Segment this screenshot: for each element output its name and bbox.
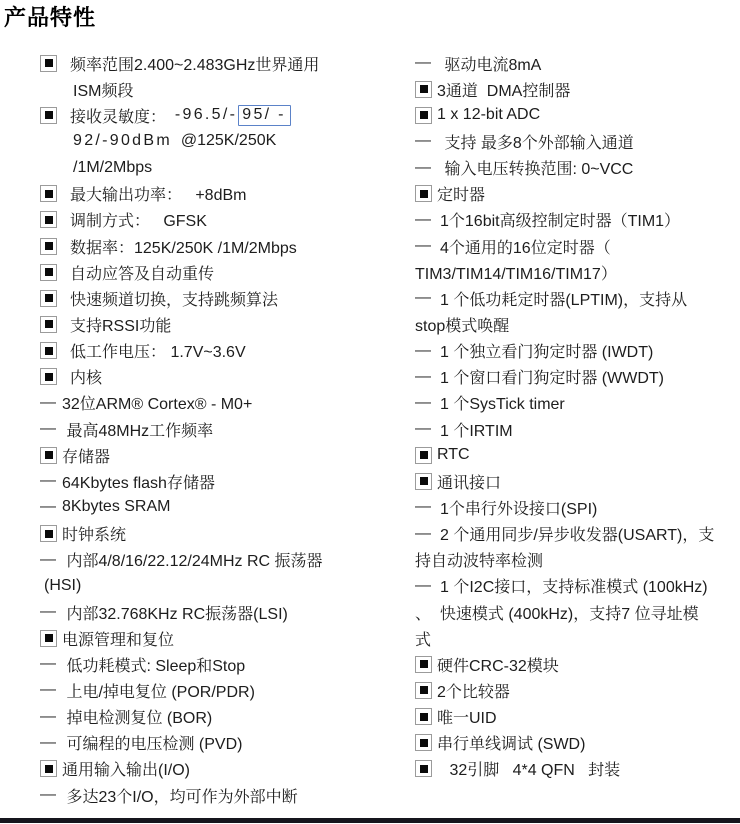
feature-line: [40, 704, 380, 730]
feature-text: ISM频段: [73, 82, 134, 100]
dash-icon: —: [415, 341, 431, 359]
feature-text: 通讯接口: [437, 474, 502, 492]
bullet-square-fill: [45, 294, 53, 302]
feature-line: [40, 259, 380, 285]
bullet-square-fill: [420, 85, 428, 93]
bullet-square-icon: [40, 264, 57, 281]
bullet-square-icon: [40, 238, 57, 255]
feature-line: [415, 390, 740, 416]
feature-line: [415, 521, 740, 547]
feature-line: [415, 285, 740, 311]
dash-icon: —: [40, 681, 56, 699]
bullet-square-fill: [45, 216, 53, 224]
bullet-square-icon: [415, 760, 432, 777]
feature-text: 1 x 12-bit ADC: [437, 106, 541, 124]
feature-text: RTC: [437, 446, 470, 464]
bullet-square-fill: [45, 765, 53, 773]
feature-text: 最大输出功率： +8dBm: [70, 187, 247, 205]
column-right: [415, 50, 740, 782]
feature-text: 最高48MHz工作频率: [62, 422, 214, 440]
feature-line: [415, 181, 740, 207]
dash-icon: —: [415, 289, 431, 307]
bullet-square-icon: [415, 734, 432, 751]
bullet-square-icon: [40, 342, 57, 359]
feature-line: [40, 155, 380, 181]
bullet-square-icon: [415, 682, 432, 699]
feature-line: [40, 311, 380, 337]
feature-line: [40, 181, 380, 207]
bullet-square-icon: [40, 290, 57, 307]
bullet-square-icon: [40, 185, 57, 202]
feature-line: [40, 782, 380, 808]
dash-icon: —: [40, 733, 56, 751]
feature-text: 定时器: [437, 187, 486, 205]
bullet-square-icon: [40, 55, 57, 72]
bullet-square-icon: [40, 447, 57, 464]
feature-text: 式: [415, 631, 432, 649]
feature-text: 1个串行外设接口(SPI): [440, 500, 598, 518]
feature-line: [40, 547, 380, 573]
bullet-square-fill: [420, 765, 428, 773]
bullet-square-icon: [40, 316, 57, 333]
dash-icon: —: [415, 54, 431, 72]
feature-text: (HSI): [44, 576, 82, 594]
bullet-square-fill: [45, 242, 53, 250]
feature-text: 2个比较器: [437, 683, 510, 701]
feature-line: [40, 599, 380, 625]
feature-line: [40, 128, 380, 154]
feature-line: [415, 704, 740, 730]
bullet-square-icon: [415, 447, 432, 464]
feature-line: [40, 625, 380, 651]
feature-text: 数据率：125K/250K /1M/2Mbps: [70, 239, 297, 257]
feature-line: [40, 364, 380, 390]
bullet-square-fill: [420, 713, 428, 721]
feature-text: stop模式唤醒: [415, 317, 510, 335]
dash-icon: —: [415, 237, 431, 255]
dash-icon: —: [415, 420, 431, 438]
feature-line: [40, 573, 380, 599]
feature-line: [415, 50, 740, 76]
bullet-square-icon: [415, 81, 432, 98]
feature-text: 4个通用的16位定时器（: [440, 239, 611, 257]
feature-text: /1M/2Mbps: [73, 158, 153, 176]
feature-line: [415, 416, 740, 442]
feature-line: [40, 233, 380, 259]
bullet-square-icon: [415, 708, 432, 725]
bullet-square-fill: [45, 451, 53, 459]
feature-line: [415, 599, 740, 625]
bullet-square-fill: [45, 634, 53, 642]
feature-text: 1 个IRTIM: [440, 422, 513, 440]
feature-text: 内部4/8/16/22.12/24MHz RC 振荡器: [62, 553, 323, 571]
feature-line: [40, 50, 380, 76]
feature-text: 1 个SysTick timer: [440, 396, 565, 414]
feature-text: 1 个窗口看门狗定时器 (WWDT): [440, 370, 664, 388]
feature-text: 2 个通用同步/异步收发器(USART)，支: [440, 527, 715, 545]
bullet-square-fill: [45, 530, 53, 538]
feature-line: [415, 677, 740, 703]
dash-icon: —: [40, 393, 56, 411]
bullet-square-fill: [45, 111, 53, 119]
feature-text: -96.5/-: [174, 106, 238, 124]
dash-icon: —: [415, 367, 431, 385]
dash-icon: —: [415, 393, 431, 411]
feature-text: 1 个独立看门狗定时器 (IWDT): [440, 344, 654, 362]
feature-line: [40, 677, 380, 703]
selection-box[interactable]: 95/ -: [238, 105, 291, 126]
feature-text: TIM3/TIM14/TIM16/TIM17）: [415, 265, 617, 283]
bullet-square-fill: [420, 686, 428, 694]
feature-line: [40, 651, 380, 677]
feature-text: 低功耗模式: Sleep和Stop: [62, 657, 246, 675]
feature-text: 唯一UID: [437, 710, 497, 728]
feature-line: [415, 442, 740, 468]
bullet-square-icon: [415, 656, 432, 673]
dash-icon: —: [415, 576, 431, 594]
feature-text: 64Kbytes flash存储器: [62, 474, 215, 492]
dash-icon: —: [40, 603, 56, 621]
dash-icon: —: [415, 210, 431, 228]
dash-icon: —: [415, 498, 431, 516]
feature-line: [415, 207, 740, 233]
feature-text: 硬件CRC-32模块: [437, 657, 559, 675]
feature-line: [415, 573, 740, 599]
feature-text: 电源管理和复位: [62, 631, 175, 649]
feature-line: [415, 259, 740, 285]
bullet-square-icon: [40, 211, 57, 228]
feature-text: 调制方式： GFSK: [70, 213, 207, 231]
feature-text: 多达23个I/O，均可作为外部中断: [62, 788, 298, 806]
bullet-square-fill: [420, 739, 428, 747]
bullet-square-icon: [40, 107, 57, 124]
bullet-square-icon: [415, 473, 432, 490]
feature-line: [40, 416, 380, 442]
feature-line: [415, 128, 740, 154]
feature-text: 存储器: [62, 448, 111, 466]
dash-icon: —: [415, 132, 431, 150]
feature-text: 时钟系统: [62, 527, 127, 545]
feature-line: [415, 730, 740, 756]
feature-line: [40, 468, 380, 494]
bullet-square-fill: [420, 451, 428, 459]
feature-text: 输入电压转换范围: 0~VCC: [440, 161, 634, 179]
feature-line: [40, 442, 380, 468]
bullet-square-fill: [45, 268, 53, 276]
feature-text: 3通道 DMA控制器: [437, 82, 571, 100]
feature-line: [40, 285, 380, 311]
bullet-square-fill: [420, 660, 428, 668]
feature-line: [415, 625, 740, 651]
feature-line: [415, 756, 740, 782]
bullet-square-fill: [45, 190, 53, 198]
bullet-square-icon: [415, 185, 432, 202]
feature-text: @125K/250K: [171, 132, 277, 150]
dash-icon: —: [415, 158, 431, 176]
feature-line: [415, 651, 740, 677]
bullet-square-icon: [40, 368, 57, 385]
feature-text: 驱动电流8mA: [440, 56, 542, 74]
dash-icon: —: [40, 786, 56, 803]
feature-text: 支持 最多8个外部输入通道: [440, 134, 634, 152]
bullet-square-fill: [45, 347, 53, 355]
bullet-square-fill: [420, 111, 428, 119]
dash-icon: —: [40, 707, 56, 725]
column-left: [40, 50, 380, 808]
feature-text: 8Kbytes SRAM: [62, 498, 171, 516]
feature-text: 内核: [70, 370, 103, 388]
bullet-square-fill: [420, 477, 428, 485]
feature-text: 持自动波特率检测: [415, 553, 544, 571]
feature-line: [40, 207, 380, 233]
feature-line: [415, 102, 740, 128]
feature-text: 通用输入输出(I/O): [62, 762, 190, 780]
dash-icon: —: [40, 420, 56, 438]
feature-text: 接收灵敏度：: [70, 108, 175, 126]
feature-text: 掉电检测复位 (BOR): [62, 710, 213, 728]
bullet-square-icon: [415, 107, 432, 124]
feature-line: [40, 338, 380, 364]
feature-text: 可编程的电压检测 (PVD): [62, 736, 243, 754]
feature-text: 低工作电压： 1.7V~3.6V: [70, 344, 246, 362]
feature-line: [40, 521, 380, 547]
feature-text: 92/-90dBm: [73, 132, 172, 150]
feature-line: [40, 390, 380, 416]
feature-line: [415, 76, 740, 102]
feature-text: 1 个低功耗定时器(LPTIM)，支持从: [440, 291, 688, 309]
feature-text: 32位ARM® Cortex® - M0+: [62, 396, 253, 414]
dash-icon: —: [415, 524, 431, 542]
feature-line: [415, 155, 740, 181]
feature-line: [415, 468, 740, 494]
feature-text: 频率范围2.400~2.483GHz世界通用: [70, 56, 320, 74]
bullet-square-fill: [420, 190, 428, 198]
feature-line: [415, 338, 740, 364]
bullet-square-fill: [45, 373, 53, 381]
bullet-square-icon: [40, 525, 57, 542]
feature-text: 、 快速模式 (400kHz)，支持7 位寻址模: [415, 605, 699, 623]
dash-icon: —: [40, 498, 56, 516]
feature-text: 32引脚 4*4 QFN 封装: [445, 762, 621, 780]
table-top-edge: [0, 818, 740, 823]
bullet-square-fill: [45, 59, 53, 67]
feature-line: [40, 76, 380, 102]
feature-line: [415, 233, 740, 259]
feature-line: [415, 547, 740, 573]
feature-line: [40, 756, 380, 782]
feature-line: [415, 494, 740, 520]
bullet-square-icon: [40, 630, 57, 647]
feature-text: 内部32.768KHz RC振荡器(LSI): [62, 605, 288, 623]
feature-line: [40, 730, 380, 756]
feature-line: [415, 364, 740, 390]
feature-line: [40, 102, 380, 128]
dash-icon: —: [40, 472, 56, 490]
feature-text: 1个16bit高级控制定时器（TIM1）: [440, 213, 681, 231]
feature-text: 支持RSSI功能: [70, 317, 172, 335]
page-title: 产品特性: [4, 5, 97, 30]
feature-text: 1 个I2C接口，支持标准模式 (100kHz): [440, 579, 708, 597]
feature-text: 自动应答及自动重传: [70, 265, 215, 283]
feature-text: 串行单线调试 (SWD): [437, 736, 586, 754]
bullet-square-fill: [45, 320, 53, 328]
feature-text: 上电/掉电复位 (POR/PDR): [62, 683, 255, 701]
dash-icon: —: [40, 550, 56, 568]
feature-line: [40, 494, 380, 520]
bullet-square-icon: [40, 760, 57, 777]
feature-text: 快速频道切换，支持跳频算法: [70, 291, 279, 309]
feature-line: [415, 311, 740, 337]
dash-icon: —: [40, 655, 56, 673]
